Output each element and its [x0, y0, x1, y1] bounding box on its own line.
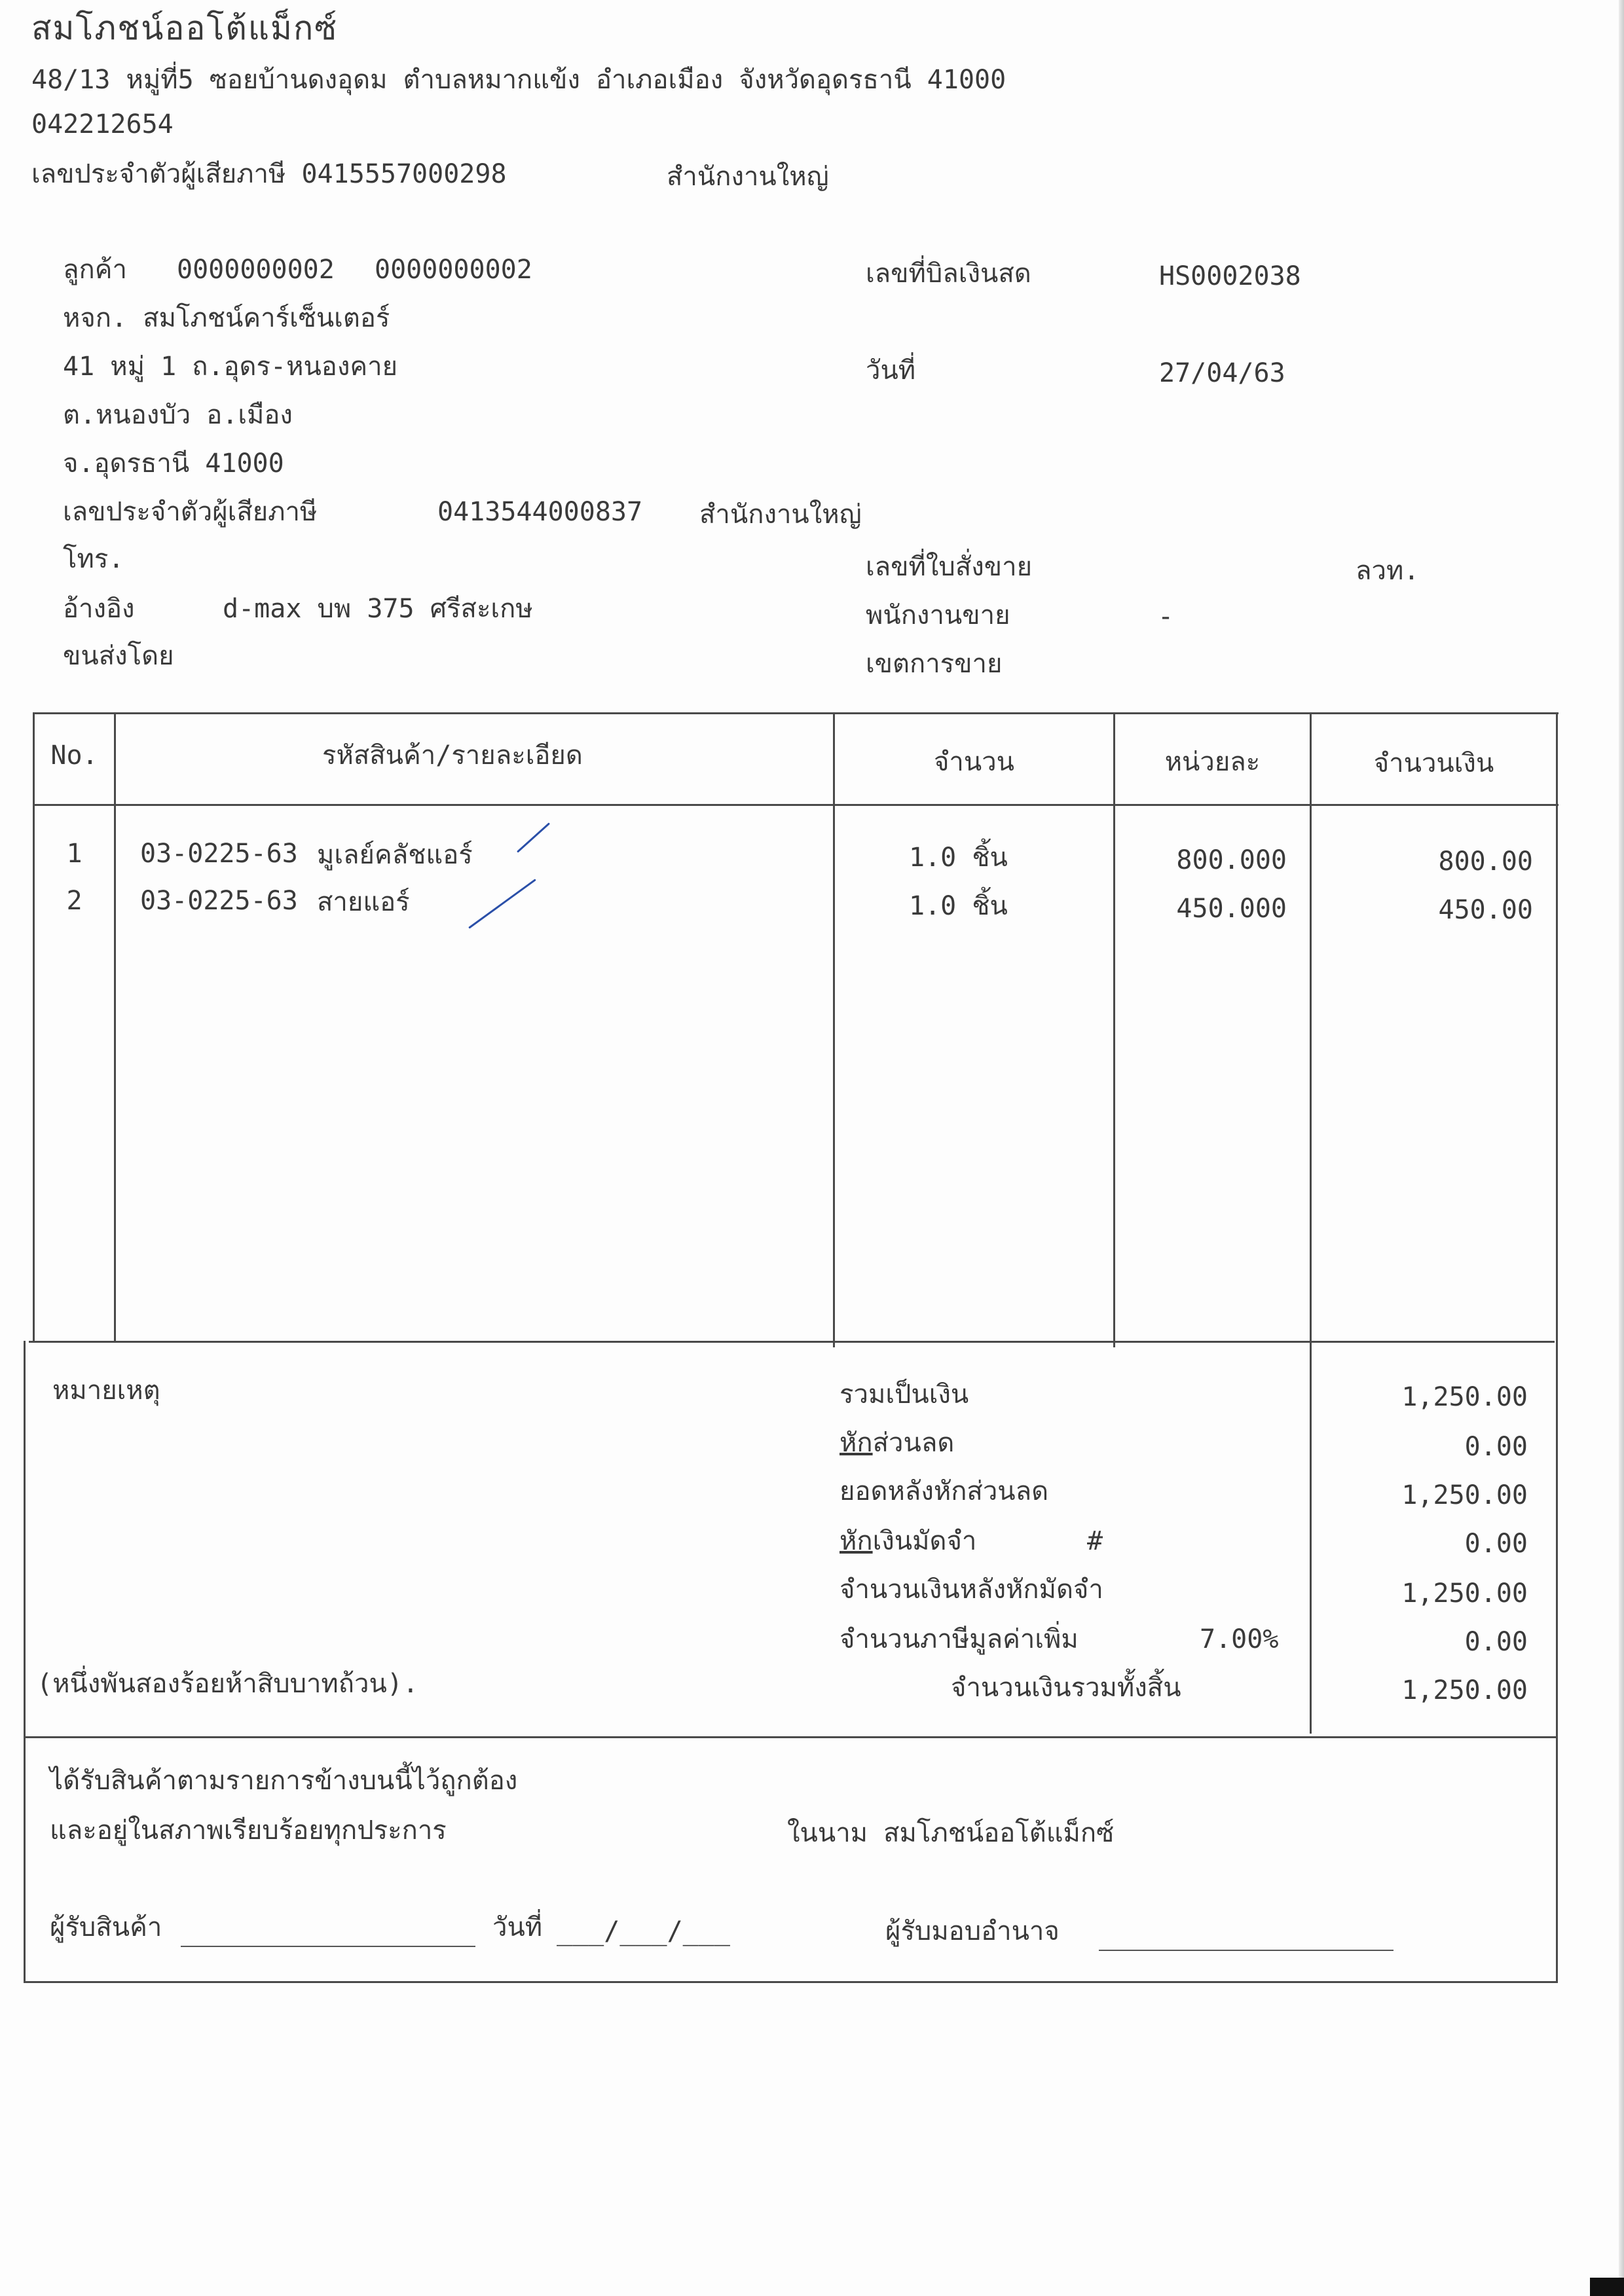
amount-in-words: (หนึ่งพันสองร้อยห้าสิบบาทถ้วน). — [37, 1669, 418, 1699]
after-discount-value: 1,250.00 — [1401, 1480, 1528, 1510]
row-unit-price: 450.000 — [1176, 894, 1287, 924]
row-quantity: 1.0 ชิ้น — [909, 891, 1008, 921]
customer-branch: สำนักงานใหญ่ — [699, 500, 862, 530]
after-deposit-value: 1,250.00 — [1401, 1578, 1528, 1609]
customer-code-1: 0000000002 — [177, 255, 335, 285]
sales-area-label: เขตการขาย — [866, 649, 1003, 679]
deposit-text: เงินมัดจำ — [872, 1526, 977, 1556]
header-description: รหัสสินค้า/รายละเอียด — [322, 740, 583, 771]
row-number: 1 — [66, 839, 83, 869]
sales-order-label: เลขที่ใบสั่งขาย — [866, 552, 1033, 582]
remark-label: หมายเหตุ — [52, 1376, 160, 1406]
row-product-name: มูเลย์คลัชแอร์ — [317, 840, 473, 870]
scan-edge — [1619, 0, 1624, 2296]
company-branch: สำนักงานใหญ่ — [667, 162, 829, 192]
check-mark — [468, 879, 536, 928]
authorized-label: ผู้รับมอบอำนาจ — [885, 1916, 1060, 1946]
row-amount: 450.00 — [1438, 895, 1533, 925]
table-header-divider — [33, 804, 1559, 806]
salesperson-label: พนักงานขาย — [866, 600, 1010, 630]
customer-label: ลูกค้า — [63, 255, 127, 285]
subtotal-value: 1,250.00 — [1401, 1382, 1528, 1412]
authorized-signature-line — [1099, 1950, 1393, 1951]
deposit-value: 0.00 — [1464, 1529, 1528, 1559]
vat-rate: 7.00% — [1200, 1624, 1279, 1654]
customer-tax-id: 0413544000837 — [437, 497, 643, 527]
discount-prefix: หัก — [840, 1428, 873, 1458]
row-number: 2 — [66, 886, 83, 916]
table-right-border — [1556, 712, 1558, 1982]
salesperson-value: - — [1158, 602, 1174, 632]
receive-date-label: วันที่ — [492, 1912, 543, 1942]
receive-date-blank: ___/___/___ — [557, 1916, 730, 1946]
invoice-date: 27/04/63 — [1159, 358, 1285, 388]
col-divider-qty — [1113, 712, 1115, 1347]
discount-label — [840, 1430, 954, 1456]
row-quantity: 1.0 ชิ้น — [909, 843, 1008, 873]
table-bottom-border — [29, 1341, 1555, 1343]
scan-corner-mark — [1590, 2278, 1624, 2296]
date-label: วันที่ — [866, 355, 916, 386]
customer-ref-value: d-max บพ 375 ศรีสะเกษ — [223, 594, 533, 624]
deposit-prefix: หัก — [840, 1526, 873, 1556]
grand-total-value: 1,250.00 — [1401, 1675, 1528, 1705]
vat-label: จำนวนภาษีมูลค่าเพิ่ม — [840, 1624, 1079, 1654]
customer-tax-label: เลขประจำตัวผู้เสียภาษี — [63, 497, 318, 527]
col-divider-no — [114, 712, 116, 1341]
company-name: สมโภชน์ออโต้แม็กซ์ — [31, 9, 339, 47]
company-address: 48/13 หมู่ที่5 ซอยบ้านดงอุดม ตำบลหมากแข้ง อำเภอเมือง จังหวัดอุดรธานี 41000 — [31, 65, 1006, 95]
header-no: No. — [50, 740, 98, 771]
col-divider-desc — [833, 712, 835, 1347]
on-behalf-text: ในนาม สมโภชน์ออโต้แม็กซ์ — [787, 1818, 1115, 1848]
row-amount: 800.00 — [1438, 847, 1533, 877]
customer-phone-label: โทร. — [63, 544, 124, 574]
customer-address-3: จ.อุดรธานี 41000 — [63, 448, 284, 479]
received-statement-2: และอยู่ในสภาพเรียบร้อยทุกประการ — [50, 1815, 447, 1846]
header-unit-price: หน่วยละ — [1164, 747, 1261, 777]
footer-bottom-border — [24, 1981, 1558, 1983]
receiver-signature-line — [181, 1946, 475, 1947]
table-left-border — [33, 712, 35, 1341]
received-statement-1: ได้รับสินค้าตามรายการข้างบนนี้ไว้ถูกต้อง — [50, 1766, 518, 1796]
check-mark — [517, 822, 550, 852]
discount-value: 0.00 — [1464, 1432, 1528, 1462]
customer-ref-label: อ้างอิง — [63, 594, 135, 624]
after-discount-label: ยอดหลังหักส่วนลด — [840, 1476, 1049, 1506]
footer-top-border — [24, 1736, 1556, 1738]
subtotal-label: รวมเป็นเงิน — [840, 1379, 969, 1410]
deposit-label — [840, 1528, 976, 1554]
row-product-code: 03-0225-63 — [140, 839, 298, 869]
deposit-hash: # — [1087, 1526, 1103, 1556]
footer-left-border — [24, 1341, 26, 1982]
grand-total-label: จำนวนเงินรวมทั้งสิ้น — [951, 1673, 1181, 1703]
bill-no: HS0002038 — [1159, 261, 1301, 291]
customer-name: หจก. สมโภชน์คาร์เซ็นเตอร์ — [63, 303, 390, 333]
header-quantity: จำนวน — [933, 747, 1015, 777]
discount-text: ส่วนลด — [872, 1428, 955, 1458]
customer-ship-label: ขนส่งโดย — [63, 641, 174, 671]
sales-order-value: ลวท. — [1356, 556, 1420, 586]
bill-no-label: เลขที่บิลเงินสด — [866, 259, 1031, 289]
vat-value: 0.00 — [1464, 1627, 1528, 1657]
row-product-name: สายแอร์ — [317, 887, 410, 917]
table-top-border — [33, 712, 1559, 714]
customer-code-2: 0000000002 — [375, 255, 532, 285]
receiver-label: ผู้รับสินค้า — [50, 1912, 162, 1942]
after-deposit-label: จำนวนเงินหลังหักมัดจำ — [840, 1575, 1103, 1605]
header-amount: จำนวนเงิน — [1373, 748, 1494, 778]
customer-address-2: ต.หนองบัว อ.เมือง — [63, 400, 293, 430]
company-tax-id: เลขประจำตัวผู้เสียภาษี 0415557000298 — [31, 159, 507, 189]
row-product-code: 03-0225-63 — [140, 886, 298, 916]
company-phone: 042212654 — [31, 109, 174, 139]
customer-address-1: 41 หมู่ 1 ถ.อุดร-หนองคาย — [63, 352, 398, 382]
row-unit-price: 800.000 — [1176, 845, 1287, 875]
